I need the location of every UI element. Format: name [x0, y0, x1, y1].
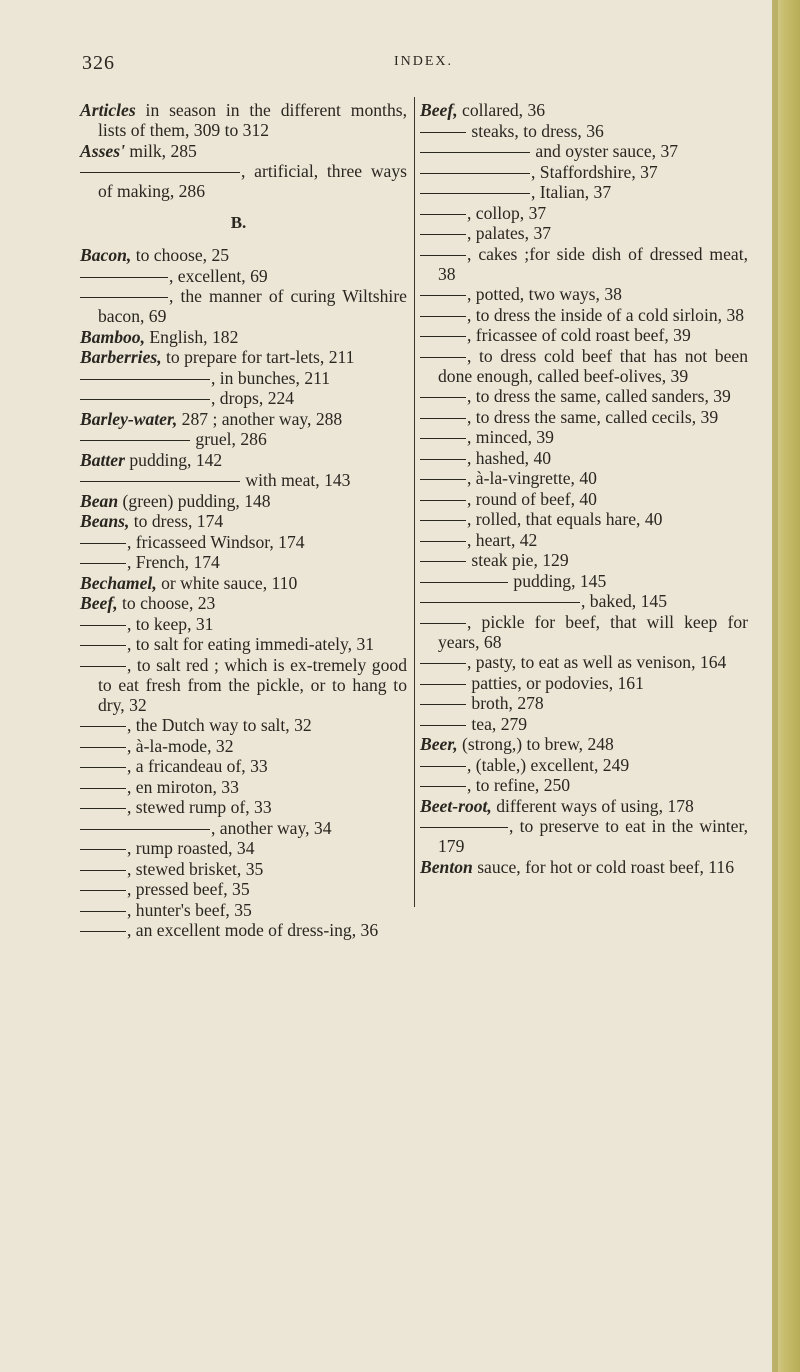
ditto-dash [80, 767, 126, 768]
entry-headword: Beef, [420, 100, 458, 120]
index-entry [420, 857, 748, 877]
ditto-dash [420, 786, 466, 787]
entry-headword: Bamboo, [80, 326, 146, 347]
entry-text: or white sauce, 110 [156, 572, 298, 593]
ditto-dash [420, 725, 466, 726]
ditto-dash [80, 563, 126, 564]
index-entry [80, 859, 407, 879]
entry-text: English, 182 [145, 326, 239, 347]
entry-text: gruel, 286 [191, 429, 267, 449]
index-entry [420, 284, 748, 304]
index-entry [420, 121, 748, 141]
index-entry [80, 327, 407, 347]
index-entry [80, 614, 407, 634]
ditto-dash [80, 481, 240, 482]
entry-text: , fricassee of cold roast beef, 39 [467, 325, 691, 345]
index-entry [80, 368, 407, 388]
entry-text: , baked, 145 [581, 591, 667, 611]
entry-text: , hunter's beef, 35 [127, 899, 252, 920]
entry-text: milk, 285 [124, 140, 197, 161]
entry-headword: Asses' [80, 140, 125, 161]
ditto-dash [420, 397, 466, 398]
index-entry [420, 305, 748, 325]
entry-text: collared, 36 [457, 100, 546, 120]
entry-text: , heart, 42 [467, 529, 538, 550]
index-entry [420, 530, 748, 550]
index-entry [80, 715, 407, 735]
entry-text: patties, or podovies, 161 [467, 672, 644, 693]
entry-text: , rump roasted, 34 [127, 838, 255, 858]
ditto-dash [420, 459, 466, 460]
index-entry [420, 386, 748, 406]
index-entry [420, 162, 748, 182]
ditto-dash [80, 645, 126, 646]
ditto-dash [420, 295, 466, 296]
index-entry [420, 427, 748, 447]
index-entry [80, 900, 407, 920]
index-entry [420, 652, 748, 672]
index-entry [420, 468, 748, 488]
ditto-dash [420, 438, 466, 439]
index-entry [420, 325, 748, 345]
index-entry [80, 593, 407, 613]
index-entry [80, 655, 407, 715]
section-letter: B. [230, 213, 247, 232]
entry-headword: Barley-water, [80, 408, 178, 429]
page-number: 326 [82, 52, 115, 74]
ditto-dash [80, 890, 126, 891]
entry-headword: Bechamel, [80, 572, 157, 593]
ditto-dash [80, 666, 126, 667]
entry-text: , another way, 34 [211, 817, 332, 838]
entry-text: , artificial, three ways of making, 286 [98, 161, 407, 201]
entry-text: , (table,) excellent, 249 [467, 754, 630, 775]
ditto-dash [420, 214, 466, 215]
index-entry [80, 100, 407, 140]
index-entry [80, 429, 407, 449]
entry-text: , French, 174 [127, 552, 220, 572]
ditto-dash [420, 623, 466, 624]
index-entry [420, 100, 748, 120]
ditto-dash [420, 541, 466, 542]
entry-text: , to preserve to eat in the winter, 179 [438, 816, 748, 856]
ditto-dash [80, 625, 126, 626]
entry-text: , en miroton, 33 [127, 776, 239, 797]
index-entry [420, 244, 748, 284]
entry-text: , cakes ;for side dish of dressed meat, 38 [438, 243, 748, 284]
index-entry [420, 816, 748, 856]
entry-text: broth, 278 [467, 693, 544, 713]
ditto-dash [420, 336, 466, 337]
entry-text: , in bunches, 211 [211, 367, 331, 388]
index-entry [420, 182, 748, 202]
entry-headword: Beans, [80, 511, 130, 531]
entry-text: , excellent, 69 [169, 265, 268, 286]
ditto-dash [80, 808, 126, 809]
index-entry [80, 511, 407, 531]
index-entry [420, 775, 748, 795]
entry-text: to dress, 174 [129, 511, 224, 531]
ditto-dash [420, 684, 466, 685]
entry-text: , to salt red ; which is ex-tremely good to eat fresh from the pickle, or to hang to dry, 32 [98, 654, 407, 715]
ditto-dash [80, 379, 210, 380]
ditto-dash [420, 766, 466, 767]
index-entry [80, 634, 407, 654]
entry-headword: Bacon, [80, 245, 132, 265]
ditto-dash [420, 500, 466, 501]
index-entry [420, 673, 748, 693]
entry-text: , palates, 37 [467, 223, 552, 243]
index-entry [80, 736, 407, 756]
ditto-dash [420, 418, 466, 419]
index-column-right [420, 100, 748, 877]
index-entry [80, 797, 407, 817]
entry-text: , rolled, that equals hare, 40 [467, 509, 663, 529]
entry-headword: Barberries, [80, 347, 162, 367]
entry-text: , the Dutch way to salt, 32 [127, 715, 312, 735]
index-entry [80, 838, 407, 858]
ditto-dash [420, 479, 466, 480]
index-entry [80, 920, 407, 940]
entry-text: tea, 279 [467, 713, 528, 734]
index-entry [420, 223, 748, 243]
index-entry [420, 612, 748, 652]
entry-text: , stewed brisket, 35 [127, 858, 264, 879]
ditto-dash [420, 234, 466, 235]
ditto-dash [420, 582, 508, 583]
ditto-dash [80, 297, 168, 298]
ditto-dash [80, 870, 126, 871]
ditto-dash [420, 255, 466, 256]
index-entry [420, 489, 748, 509]
index-entry [80, 388, 407, 408]
entry-text: , to dress the same, called cecils, 39 [467, 406, 719, 427]
ditto-dash [420, 152, 530, 153]
index-entry [420, 448, 748, 468]
entry-text: , stewed rump of, 33 [127, 797, 272, 817]
entry-headword: Beer, [420, 734, 458, 754]
index-entry [80, 245, 407, 265]
entry-text: , à-la-mode, 32 [127, 735, 234, 756]
page-edge-shadow [772, 0, 778, 1372]
index-entry [80, 409, 407, 429]
entry-text: in season in the different months, lists of them, 309 to 312 [98, 100, 407, 140]
entry-text: , a fricandeau of, 33 [127, 756, 268, 776]
entry-text: to choose, 25 [131, 245, 230, 265]
entry-text: 287 ; another way, 288 [177, 408, 343, 429]
entry-text: (green) pudding, 148 [118, 490, 271, 511]
index-entry [420, 796, 748, 816]
entry-text: and oyster sauce, 37 [531, 141, 679, 161]
ditto-dash [420, 357, 466, 358]
index-entry [420, 141, 748, 161]
ditto-dash [80, 399, 210, 400]
ditto-dash [420, 827, 508, 828]
index-entry [80, 161, 407, 201]
entry-text: , to dress the inside of a cold sirloin, 38 [467, 304, 745, 325]
index-entry [80, 756, 407, 776]
entry-text: to choose, 23 [117, 593, 216, 613]
index-entry [80, 470, 407, 490]
entry-text: , hashed, 40 [467, 447, 552, 468]
index-entry [80, 141, 407, 161]
ditto-dash [420, 520, 466, 521]
ditto-dash [420, 173, 530, 174]
index-entry [420, 509, 748, 529]
index-entry [420, 693, 748, 713]
ditto-dash [80, 931, 126, 932]
index-entry [420, 346, 748, 386]
index-entry [80, 818, 407, 838]
entry-text: , to refine, 250 [467, 775, 571, 795]
ditto-dash [420, 316, 466, 317]
index-entry [420, 755, 748, 775]
entry-headword: Beef, [80, 593, 118, 613]
index-entry [80, 347, 407, 367]
index-entry [80, 777, 407, 797]
entry-text: , the manner of curing Wiltshire bacon, 69 [98, 286, 407, 326]
entry-text: , pressed beef, 35 [127, 879, 250, 899]
entry-text: , round of beef, 40 [467, 488, 597, 509]
entry-text: , Staffordshire, 37 [531, 161, 658, 182]
entry-text: pudding, 145 [509, 570, 607, 591]
index-entry [420, 734, 748, 754]
entry-headword: Beet-root, [420, 795, 492, 816]
ditto-dash [80, 849, 126, 850]
entry-text: steaks, to dress, 36 [467, 120, 604, 141]
ditto-dash [80, 277, 168, 278]
entry-text: pudding, 142 [124, 449, 223, 470]
entry-text: , collop, 37 [467, 202, 547, 223]
entry-headword: Bean [80, 490, 119, 511]
entry-text: steak pie, 129 [467, 550, 569, 570]
entry-headword: Benton [420, 856, 473, 877]
index-entry [80, 879, 407, 899]
ditto-dash [80, 788, 126, 789]
ditto-dash [420, 602, 580, 603]
index-entry [420, 203, 748, 223]
entry-text: , minced, 39 [467, 427, 554, 447]
index-entry [420, 571, 748, 591]
entry-text: , to salt for eating immedi-ately, 31 [127, 634, 375, 654]
index-entry [420, 407, 748, 427]
ditto-dash [80, 911, 126, 912]
entry-text: , potted, two ways, 38 [467, 284, 622, 304]
entry-text: , pickle for beef, that will keep for years, 68 [438, 611, 748, 652]
ditto-dash [420, 704, 466, 705]
entry-text: , to dress the same, called sanders, 39 [467, 386, 731, 406]
entry-text: , drops, 224 [211, 388, 295, 408]
entry-headword: Batter [80, 449, 125, 470]
index-entry [80, 552, 407, 572]
index-entry [80, 532, 407, 552]
entry-text: to prepare for tart-lets, 211 [161, 347, 355, 367]
page-header [82, 52, 752, 82]
entry-headword: Articles [80, 100, 136, 120]
ditto-dash [80, 829, 210, 830]
ditto-dash [420, 193, 530, 194]
index-entry [420, 591, 748, 611]
entry-text: , pasty, to eat as well as venison, 164 [467, 652, 727, 672]
index-entry [80, 286, 407, 326]
entry-text: sauce, for hot or cold roast beef, 116 [472, 856, 735, 877]
entry-text: , fricasseed Windsor, 174 [127, 531, 305, 552]
ditto-dash [80, 440, 190, 441]
index-entry [80, 266, 407, 286]
entry-text: , to dress cold beef that has not been done enough, called beef-olives, 39 [438, 345, 748, 386]
index-entry [80, 491, 407, 511]
ditto-dash [80, 172, 240, 173]
index-entry [420, 550, 748, 570]
ditto-dash [420, 132, 466, 133]
entry-text: with meat, 143 [241, 470, 351, 490]
index-column-left [80, 100, 407, 941]
running-head: INDEX. [394, 54, 454, 69]
index-entry [420, 714, 748, 734]
index-entry [80, 450, 407, 470]
ditto-dash [80, 543, 126, 544]
column-divider [414, 97, 415, 907]
entry-text: (strong,) to brew, 248 [457, 734, 614, 754]
ditto-dash [420, 561, 466, 562]
entry-text: , à-la-vingrette, 40 [467, 468, 597, 488]
entry-text: different ways of using, 178 [491, 795, 694, 816]
ditto-dash [80, 747, 126, 748]
ditto-dash [80, 726, 126, 727]
entry-text: , an excellent mode of dress-ing, 36 [127, 920, 379, 940]
ditto-dash [420, 663, 466, 664]
index-entry [80, 573, 407, 593]
entry-text: , Italian, 37 [531, 182, 612, 202]
entry-text: , to keep, 31 [127, 613, 214, 634]
